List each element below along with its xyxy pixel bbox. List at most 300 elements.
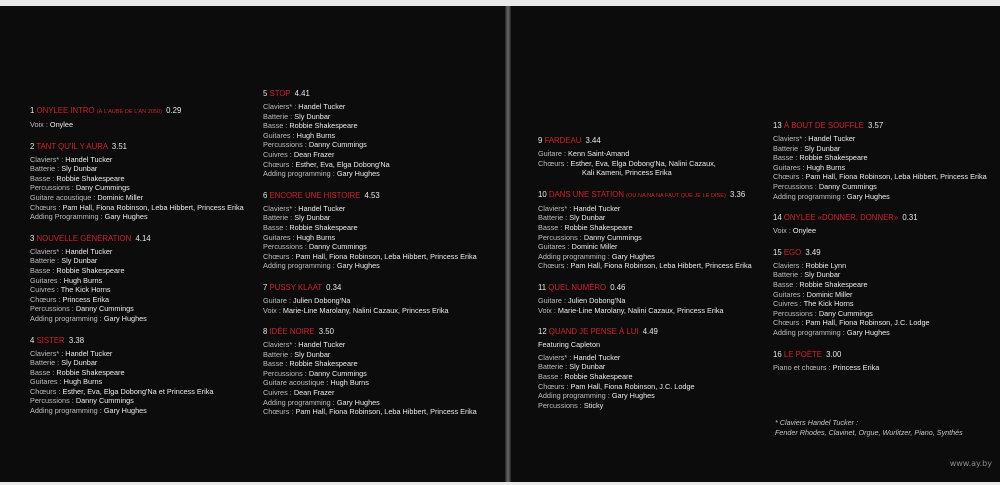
credit-names: Handel Tucker bbox=[65, 154, 113, 164]
credit-names: Gary Hughes bbox=[336, 261, 380, 271]
track-duration: 3.50 bbox=[318, 327, 334, 337]
credit-line bbox=[263, 340, 477, 350]
credit-role: Percussions bbox=[263, 140, 303, 150]
credit-role: Voix bbox=[538, 305, 552, 315]
credit-separator: : bbox=[798, 143, 805, 153]
credit-separator: : bbox=[799, 260, 806, 270]
credit-role: Adding programming bbox=[30, 313, 98, 323]
credit-line bbox=[538, 252, 752, 262]
credits-column-2 bbox=[263, 89, 477, 429]
track-duration: 3.00 bbox=[826, 349, 842, 359]
credit-role: Piano et chœurs bbox=[773, 362, 827, 372]
track-title bbox=[784, 248, 801, 257]
credit-role: Chœurs bbox=[263, 251, 290, 261]
track-duration: 3.36 bbox=[729, 189, 746, 199]
credit-separator: : bbox=[577, 232, 584, 242]
credit-line bbox=[30, 266, 244, 276]
track-title-text: STOP bbox=[269, 89, 291, 98]
credit-names: Sly Dunbar bbox=[294, 213, 331, 223]
track-header bbox=[263, 89, 477, 99]
credit-role: Chœurs bbox=[538, 158, 565, 168]
track-number: 14 bbox=[773, 213, 782, 223]
credit-names: Marie-Line Marolany, Nalini Cazaux, Princess Erika bbox=[282, 305, 449, 315]
track-title bbox=[784, 121, 864, 130]
credit-line bbox=[773, 144, 987, 154]
credit-separator: : bbox=[564, 261, 571, 271]
credit-separator: : bbox=[605, 391, 612, 401]
track-title-text: ENCORE UNE HISTOIRE bbox=[269, 190, 361, 200]
credit-separator: : bbox=[56, 386, 63, 396]
left-page bbox=[0, 6, 506, 482]
credit-line bbox=[773, 134, 987, 144]
credit-names: Dominic Miller bbox=[97, 192, 144, 202]
track-title bbox=[270, 89, 291, 98]
credit-line bbox=[263, 160, 477, 170]
credit-names: Princess Erika bbox=[832, 362, 880, 372]
credit-role: Batterie bbox=[538, 213, 564, 223]
credit-names: Robbie Lynn bbox=[805, 260, 847, 270]
credit-separator: : bbox=[564, 158, 571, 168]
track-number: 1 bbox=[30, 106, 35, 115]
credit-line bbox=[538, 296, 752, 306]
track-number: 5 bbox=[263, 89, 268, 98]
credit-names: Pam Hall, Fiona Robinson, Leba Hibbert, Princess Erika bbox=[295, 251, 477, 261]
credit-separator: : bbox=[561, 149, 569, 158]
credit-separator: : bbox=[800, 289, 807, 299]
credit-line bbox=[30, 304, 244, 314]
credit-role: Batterie bbox=[30, 256, 56, 266]
credit-names: Gary Hughes bbox=[103, 313, 147, 323]
credit-role: Adding programming bbox=[263, 261, 331, 271]
credit-line bbox=[773, 309, 987, 319]
credit-role: Batterie bbox=[538, 362, 564, 372]
credit-separator: : bbox=[800, 162, 807, 172]
track-number: 10 bbox=[538, 189, 547, 199]
credit-role: Guitare acoustique bbox=[30, 192, 92, 202]
track-title-text: EGO bbox=[783, 247, 802, 257]
credit-line bbox=[773, 280, 987, 290]
credit-separator: : bbox=[302, 242, 309, 252]
credit-role: Adding programming bbox=[263, 397, 331, 407]
credit-line bbox=[773, 318, 987, 328]
credit-line bbox=[263, 359, 477, 369]
credit-names: Pam Hall, Fiona Robinson, Leba Hibbert, Princess Erika bbox=[62, 202, 244, 212]
track-header bbox=[538, 283, 752, 293]
track-title-text: TANT QU'IL Y AURA bbox=[36, 141, 108, 151]
track-header bbox=[773, 248, 987, 258]
credit-separator: : bbox=[799, 172, 806, 182]
credit-separator: : bbox=[59, 246, 66, 256]
track-title-text: QUEL NUMÉRO bbox=[548, 282, 607, 292]
credit-line bbox=[30, 276, 244, 286]
credit-role: Batterie bbox=[263, 111, 289, 121]
credit-role: Batterie bbox=[263, 213, 289, 223]
credit-role: Claviers* bbox=[263, 340, 293, 350]
credit-line bbox=[30, 212, 244, 222]
credit-line bbox=[538, 401, 752, 411]
credit-line bbox=[538, 372, 752, 382]
credit-separator: : bbox=[786, 226, 793, 236]
credit-separator: : bbox=[69, 396, 76, 406]
credit-names: Robbie Shakespeare bbox=[56, 367, 125, 377]
credit-line bbox=[263, 121, 477, 131]
credit-role: Guitares bbox=[538, 242, 566, 252]
track-block bbox=[773, 213, 987, 236]
credit-role: Basse bbox=[263, 121, 284, 131]
credit-separator: : bbox=[793, 153, 800, 163]
credit-role: Basse bbox=[30, 265, 51, 275]
credit-role: Claviers* bbox=[773, 134, 803, 143]
credit-role: Claviers* bbox=[263, 102, 293, 111]
credit-names: Dominic Miller bbox=[806, 289, 853, 299]
credit-separator: : bbox=[283, 359, 290, 369]
credit-separator: : bbox=[797, 299, 804, 309]
credit-line bbox=[263, 407, 477, 417]
credit-names: Dany Cummings bbox=[818, 308, 873, 318]
credit-line bbox=[538, 149, 752, 159]
track-number: 6 bbox=[263, 190, 268, 200]
track-title bbox=[545, 136, 582, 145]
credit-names: Sly Dunbar bbox=[804, 143, 841, 153]
credit-names: Handel Tucker bbox=[65, 348, 113, 358]
credit-names: Gary Hughes bbox=[104, 212, 148, 222]
credit-names: Gary Hughes bbox=[611, 391, 655, 401]
track-number: 7 bbox=[263, 282, 268, 292]
credit-role: Guitares bbox=[773, 162, 801, 172]
credit-separator: : bbox=[69, 183, 76, 193]
credit-line bbox=[538, 353, 752, 363]
credit-role: Basse bbox=[30, 173, 51, 183]
track-block bbox=[538, 136, 752, 178]
credit-line bbox=[538, 213, 752, 223]
credit-role: Adding programming bbox=[773, 191, 841, 201]
track-title bbox=[270, 283, 322, 292]
credit-names: Hugh Burns bbox=[330, 378, 369, 388]
credit-role: Batterie bbox=[30, 164, 56, 174]
credit-role: Voix bbox=[263, 305, 277, 315]
credit-names: Pam Hall, Fiona Robinson, J.C. Lodge bbox=[570, 381, 695, 391]
track-number: 4 bbox=[30, 335, 35, 345]
credit-line bbox=[30, 358, 244, 368]
credit-names: Handel Tucker bbox=[573, 203, 621, 213]
credit-names: Dominic Miller bbox=[571, 242, 618, 252]
credit-separator: : bbox=[56, 294, 63, 304]
track-duration: 4.49 bbox=[642, 327, 658, 337]
track-header bbox=[30, 142, 244, 152]
credit-separator: : bbox=[564, 381, 571, 391]
track-header bbox=[538, 190, 752, 201]
track-title bbox=[549, 190, 726, 199]
credit-separator: : bbox=[288, 111, 295, 121]
credit-separator: : bbox=[91, 192, 98, 202]
note-line-1: * Claviers Handel Tucker : bbox=[775, 418, 858, 427]
credit-separator: : bbox=[286, 295, 294, 305]
credit-line bbox=[30, 349, 244, 359]
credit-separator: : bbox=[567, 352, 574, 362]
credit-separator: : bbox=[97, 313, 104, 323]
credit-line bbox=[538, 168, 752, 178]
track-number: 2 bbox=[30, 141, 35, 151]
credit-names: Robbie Shakespeare bbox=[564, 371, 633, 381]
credit-line bbox=[263, 140, 477, 150]
credit-separator: : bbox=[826, 362, 833, 372]
credit-names: Gary Hughes bbox=[103, 406, 147, 416]
track-block bbox=[773, 350, 987, 373]
credit-separator: : bbox=[558, 222, 565, 232]
credit-line bbox=[30, 247, 244, 257]
credit-line bbox=[538, 362, 752, 372]
track-title-text: DANS UNE STATION bbox=[548, 189, 624, 199]
credit-names: Robbie Shakespeare bbox=[289, 121, 358, 131]
credit-role: Percussions bbox=[30, 396, 70, 406]
credits-column-1 bbox=[30, 106, 244, 428]
credit-role: Guitares bbox=[30, 275, 58, 285]
credit-role: Cuivres bbox=[30, 285, 55, 295]
track-duration: 0.29 bbox=[166, 106, 182, 115]
credit-separator: : bbox=[288, 349, 295, 359]
track-duration: 4.53 bbox=[364, 190, 380, 200]
credit-names: Gary Hughes bbox=[846, 327, 890, 337]
track-title-text: IDÉE NOIRE bbox=[269, 327, 315, 337]
credit-names: Robbie Shakespeare bbox=[799, 153, 868, 163]
credit-names: Handel Tucker bbox=[65, 246, 113, 256]
credit-line bbox=[263, 169, 477, 179]
credit-line bbox=[263, 369, 477, 379]
credit-names: Handel Tucker bbox=[298, 340, 346, 350]
credit-role: Batterie bbox=[773, 270, 799, 280]
track-block bbox=[263, 327, 477, 417]
credit-names: Dean Frazer bbox=[293, 388, 335, 398]
credit-role: Chœurs bbox=[263, 159, 290, 169]
track-header bbox=[30, 106, 244, 117]
credit-line bbox=[263, 150, 477, 160]
credit-names: Sly Dunbar bbox=[61, 164, 98, 174]
track-header bbox=[30, 234, 244, 244]
credit-names: Pam Hall, Fiona Robinson, Leba Hibbert, Princess Erika bbox=[805, 172, 987, 182]
credit-line bbox=[263, 296, 477, 306]
credit-role: Chœurs bbox=[538, 261, 565, 271]
credit-line bbox=[538, 233, 752, 243]
track-number: 3 bbox=[30, 233, 35, 243]
track-title bbox=[37, 234, 132, 243]
credit-names: Kali Kameni, Princess Erika bbox=[582, 168, 672, 178]
track-title-text: FARDEAU bbox=[544, 136, 582, 145]
credit-role: Chœurs bbox=[30, 294, 57, 304]
credit-role: Chœurs bbox=[538, 381, 565, 391]
track-title-text: À BOUT DE SOUFFLE bbox=[783, 121, 864, 130]
note-line-2: Fender Rhodes, Clavinet, Orgue, Wurlitzer, Piano, Synthés bbox=[775, 428, 963, 437]
credit-line bbox=[773, 363, 987, 373]
credit-role: Batterie bbox=[263, 349, 289, 359]
credit-separator: : bbox=[840, 327, 847, 337]
credit-line bbox=[538, 204, 752, 214]
track-title bbox=[36, 142, 107, 151]
credit-names: Gary Hughes bbox=[611, 251, 655, 261]
credit-role: Batterie bbox=[30, 358, 56, 368]
credit-separator: : bbox=[290, 232, 297, 242]
credit-line bbox=[773, 261, 987, 271]
credit-separator: : bbox=[50, 367, 57, 377]
track-number: 16 bbox=[773, 349, 782, 359]
track-number: 15 bbox=[773, 247, 782, 257]
credit-separator: : bbox=[57, 275, 64, 285]
credit-role: Cuivres bbox=[773, 299, 798, 309]
credit-role: Cuivres bbox=[263, 388, 288, 398]
track-number: 11 bbox=[538, 282, 547, 292]
track-block bbox=[263, 191, 477, 271]
credit-names: Danny Cummings bbox=[818, 181, 877, 191]
credit-line bbox=[263, 233, 477, 243]
credit-separator: : bbox=[55, 164, 62, 174]
track-subtitle: (OU NA NA NA FAUT QUE JE LE DISE) bbox=[626, 192, 726, 199]
credit-line bbox=[30, 314, 244, 324]
credit-names: Sly Dunbar bbox=[569, 213, 606, 223]
credit-names: Danny Cummings bbox=[308, 368, 367, 378]
credit-separator: : bbox=[798, 270, 805, 280]
credit-line bbox=[30, 256, 244, 266]
credit-line bbox=[263, 261, 477, 271]
track-title bbox=[270, 191, 361, 200]
track-title bbox=[37, 106, 162, 115]
track-title-text: PUSSY KLAAT bbox=[269, 282, 322, 292]
credit-role: Percussions bbox=[30, 183, 70, 193]
credit-separator: : bbox=[292, 203, 299, 213]
credit-role: Guitare bbox=[538, 149, 562, 158]
track-featuring: Featuring Capleton bbox=[538, 340, 601, 350]
track-title bbox=[270, 327, 315, 336]
credit-names: Gary Hughes bbox=[336, 397, 380, 407]
track-title-text: NOUVELLE GÉNÉRATION bbox=[36, 233, 132, 243]
credit-separator: : bbox=[793, 279, 800, 289]
track-block bbox=[30, 142, 244, 222]
track-header bbox=[30, 336, 244, 346]
credit-role: Basse bbox=[538, 222, 559, 232]
credit-separator: : bbox=[292, 340, 299, 350]
credit-line bbox=[263, 242, 477, 252]
track-number: 13 bbox=[773, 121, 782, 130]
credit-line bbox=[30, 396, 244, 406]
credit-names: Hugh Burns bbox=[63, 275, 103, 285]
credit-role: Basse bbox=[263, 359, 284, 369]
credit-role: Claviers* bbox=[30, 154, 60, 164]
credit-names: Robbie Shakespeare bbox=[289, 222, 358, 232]
credit-separator: : bbox=[59, 348, 66, 358]
credit-names: Princess Erika bbox=[62, 294, 110, 304]
credit-separator: : bbox=[287, 149, 294, 159]
credit-role: Percussions bbox=[538, 400, 578, 410]
credit-separator: : bbox=[290, 130, 297, 140]
credit-separator: : bbox=[567, 203, 574, 213]
credit-separator: : bbox=[50, 173, 57, 183]
credit-names: Handel Tucker bbox=[298, 102, 346, 111]
credit-role: Guitares bbox=[30, 377, 58, 387]
track-block bbox=[538, 327, 752, 410]
credit-names: Kenn Saint-Amand bbox=[568, 149, 630, 158]
track-block bbox=[30, 234, 244, 324]
credit-role: Basse bbox=[773, 279, 794, 289]
credit-separator: : bbox=[54, 285, 61, 295]
credit-separator: : bbox=[50, 265, 57, 275]
credit-role: Percussions bbox=[263, 242, 303, 252]
credit-line bbox=[263, 350, 477, 360]
credit-line bbox=[30, 368, 244, 378]
credit-role: Claviers* bbox=[30, 348, 60, 358]
credit-role: Adding programming bbox=[30, 406, 98, 416]
credit-line bbox=[538, 242, 752, 252]
credit-separator: : bbox=[840, 191, 847, 201]
credit-separator: : bbox=[289, 407, 296, 417]
credit-names: Robbie Shakespeare bbox=[564, 222, 633, 232]
track-title bbox=[548, 283, 606, 292]
credit-names: Hugh Burns bbox=[806, 162, 846, 172]
credit-role: Adding programming bbox=[263, 169, 331, 179]
credits-column-4 bbox=[773, 121, 987, 384]
credit-role: Guitares bbox=[263, 130, 291, 140]
credit-line bbox=[263, 306, 477, 316]
credit-separator: : bbox=[561, 295, 569, 305]
credit-line bbox=[773, 163, 987, 173]
credit-names: Onylee bbox=[49, 120, 74, 129]
credit-names: Handel Tucker bbox=[298, 203, 346, 213]
track-title bbox=[784, 213, 898, 222]
credit-role: Guitare bbox=[538, 295, 562, 305]
credit-role: Guitare acoustique bbox=[263, 378, 325, 388]
credit-separator: : bbox=[59, 154, 66, 164]
track-header bbox=[773, 213, 987, 223]
credit-role: Chœurs bbox=[30, 386, 57, 396]
credit-separator: : bbox=[55, 358, 62, 368]
track-duration: 0.31 bbox=[902, 213, 918, 223]
credit-separator: : bbox=[563, 362, 570, 372]
credit-line bbox=[263, 378, 477, 388]
credit-line bbox=[773, 182, 987, 192]
credit-names: Danny Cummings bbox=[308, 140, 367, 150]
track-block bbox=[30, 106, 244, 130]
credit-separator: : bbox=[799, 318, 806, 328]
credit-line bbox=[30, 193, 244, 203]
credit-role: Claviers bbox=[773, 260, 800, 270]
credit-line bbox=[30, 377, 244, 387]
credit-separator: : bbox=[69, 304, 76, 314]
credit-role: Claviers* bbox=[538, 352, 568, 362]
credit-separator: : bbox=[324, 378, 331, 388]
credit-separator: : bbox=[330, 261, 337, 271]
credit-line bbox=[263, 388, 477, 398]
credit-names: Sticky bbox=[583, 400, 604, 410]
credit-line bbox=[263, 213, 477, 223]
credit-separator: : bbox=[97, 406, 104, 416]
credit-names: Robbie Shakespeare bbox=[289, 359, 358, 369]
credit-line bbox=[538, 391, 752, 401]
credit-role: Percussions bbox=[538, 232, 578, 242]
credit-names: Robbie Shakespeare bbox=[56, 265, 125, 275]
track-number: 12 bbox=[538, 327, 547, 337]
credit-separator: : bbox=[812, 181, 819, 191]
track-title-text: SISTER bbox=[36, 335, 65, 345]
watermark: www.ay.by bbox=[949, 459, 992, 468]
credit-role: Voix bbox=[30, 120, 44, 129]
track-header bbox=[773, 121, 987, 131]
credit-line bbox=[263, 398, 477, 408]
credit-names: Sly Dunbar bbox=[294, 111, 331, 121]
credit-line bbox=[30, 174, 244, 184]
credit-line bbox=[538, 223, 752, 233]
credit-line bbox=[263, 252, 477, 262]
credit-separator: : bbox=[287, 388, 294, 398]
credit-separator: : bbox=[56, 202, 63, 212]
credit-line bbox=[773, 270, 987, 280]
credit-separator: : bbox=[292, 102, 299, 111]
